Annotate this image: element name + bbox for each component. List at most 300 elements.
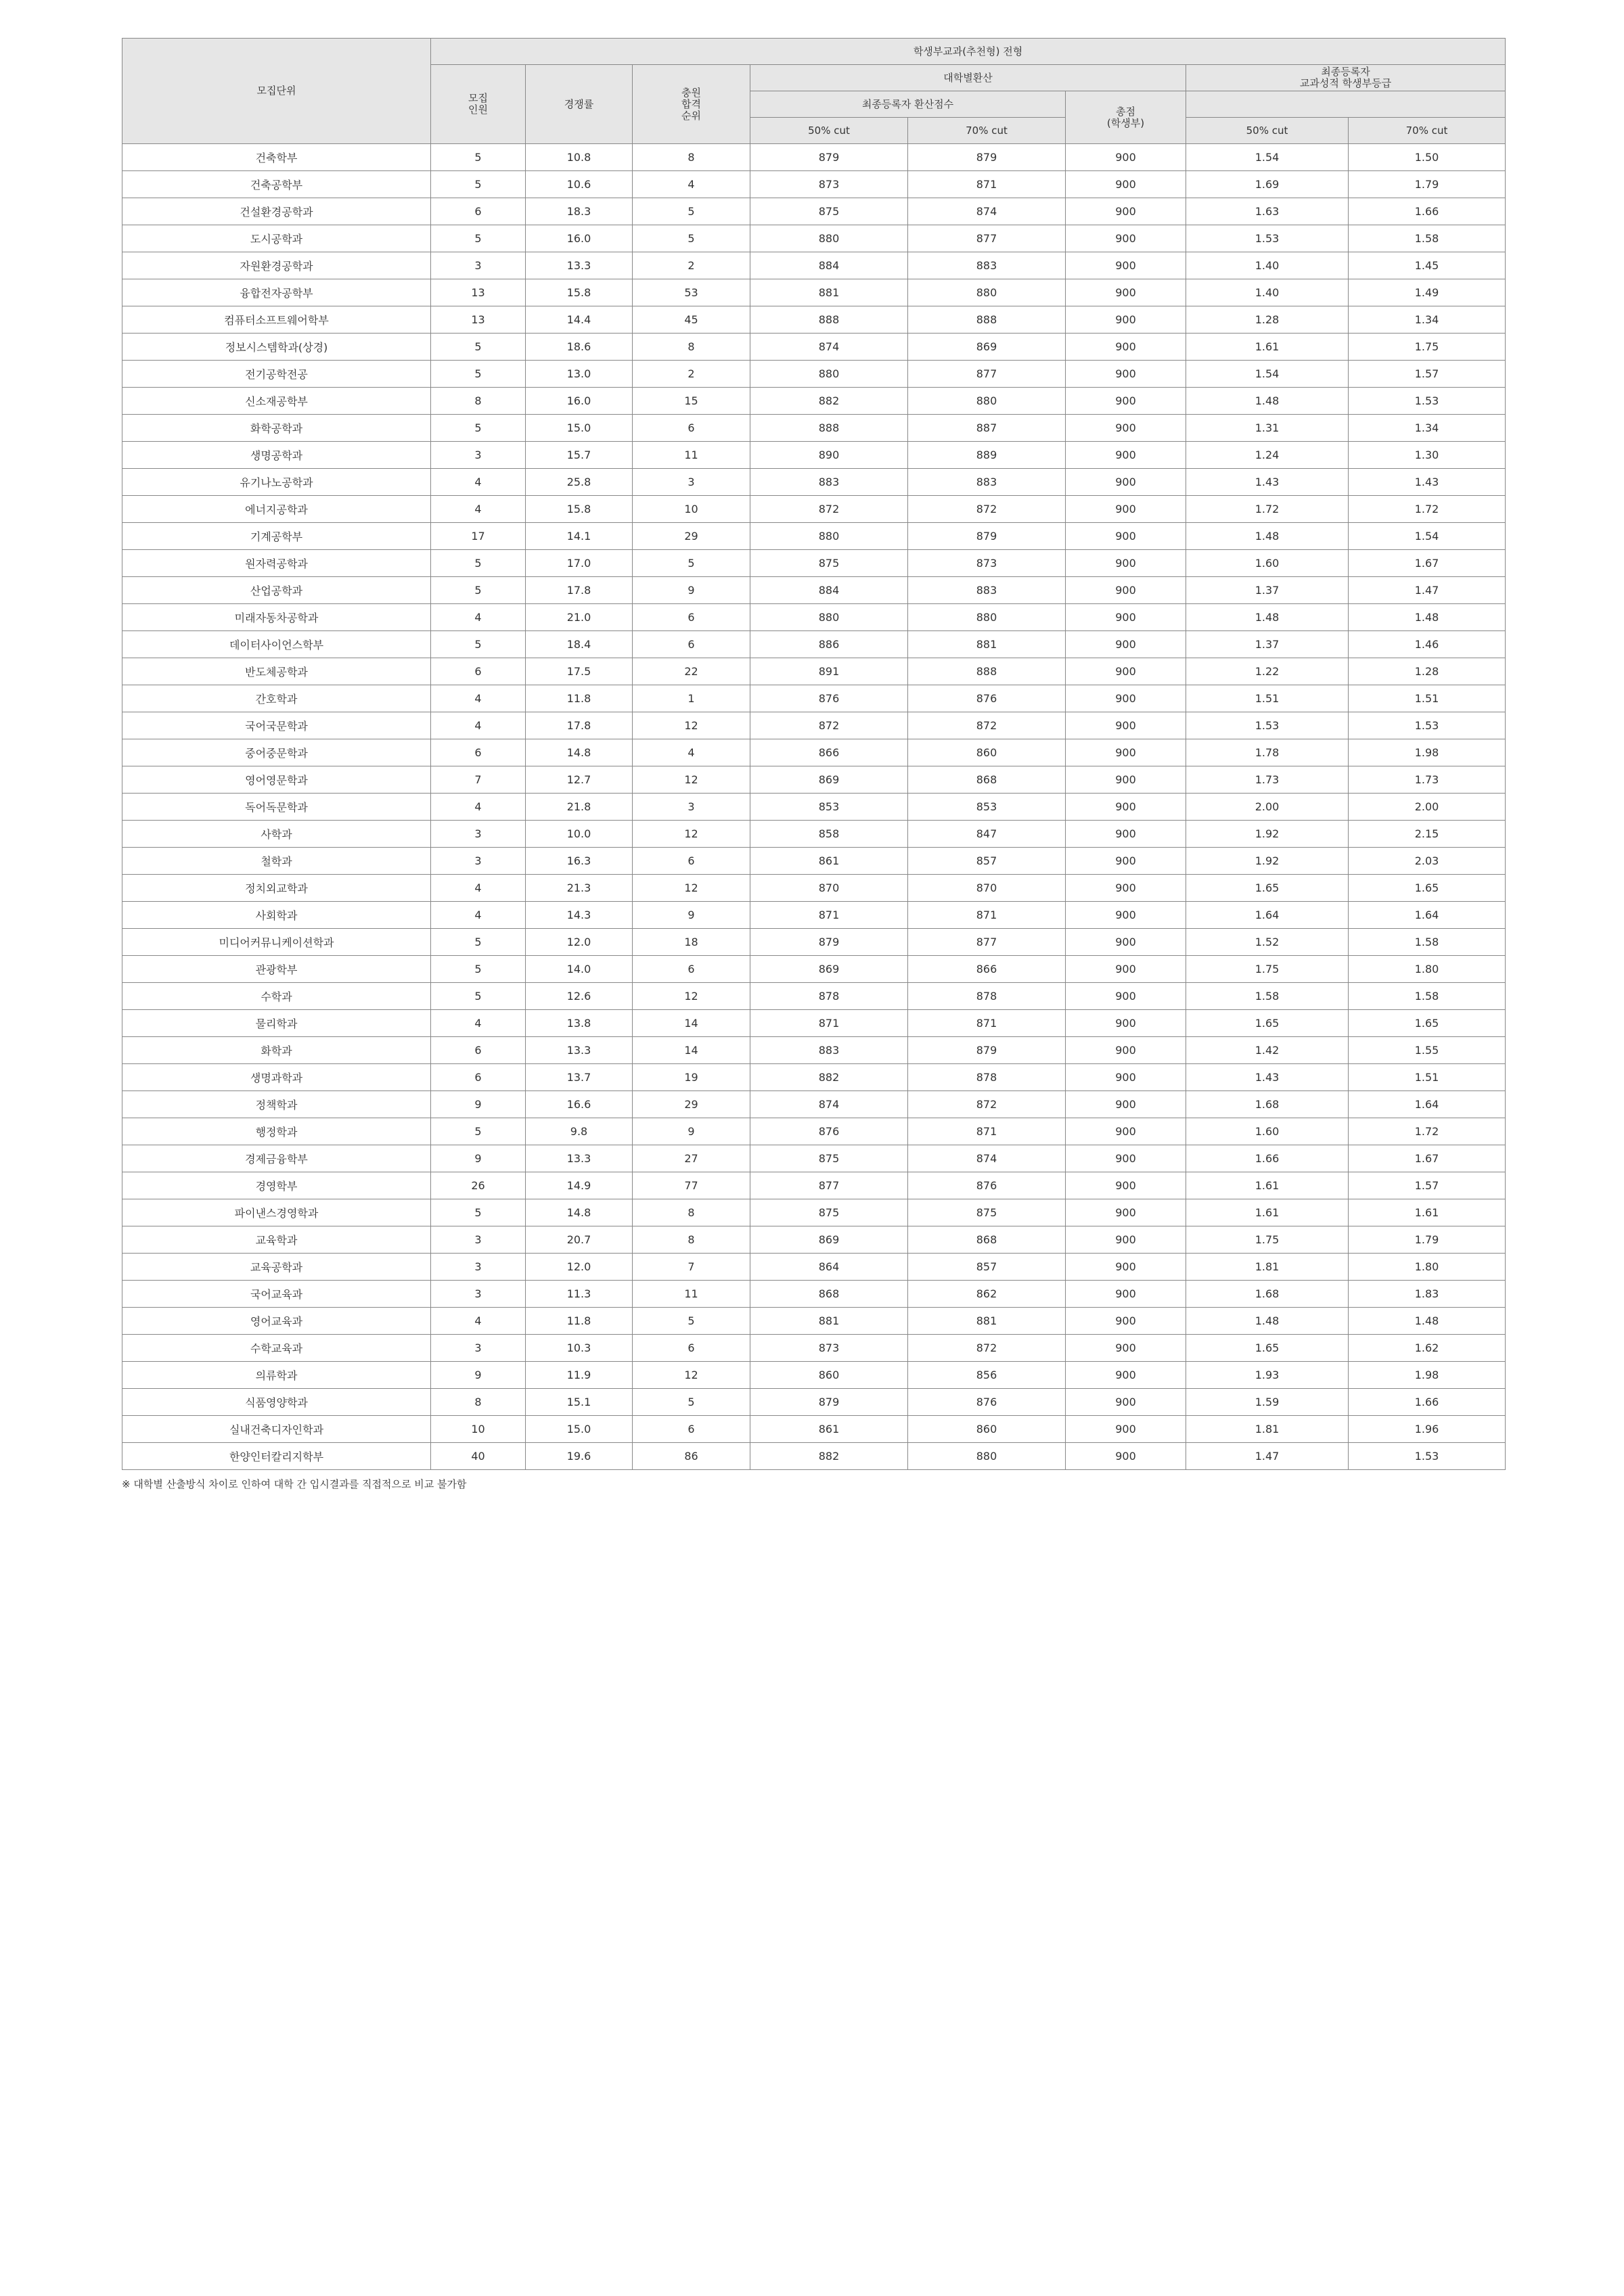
grade-cut50-cell: 1.47 bbox=[1186, 1443, 1349, 1470]
grade-cut70-cell: 1.66 bbox=[1349, 198, 1506, 225]
quota-cell: 4 bbox=[431, 1308, 526, 1335]
score-cut70-cell: 880 bbox=[908, 279, 1066, 306]
unit-name-cell: 생명과학과 bbox=[122, 1064, 431, 1091]
table-row bbox=[122, 1010, 1506, 1037]
grade-cut50-cell: 1.37 bbox=[1186, 577, 1349, 604]
grade-cut50-cell: 1.65 bbox=[1186, 875, 1349, 902]
score-cut50-cell: 886 bbox=[750, 631, 908, 658]
score-cut70-cell: 872 bbox=[908, 1091, 1066, 1118]
grade-cut70-cell: 1.62 bbox=[1349, 1335, 1506, 1362]
total-cell: 900 bbox=[1066, 658, 1186, 685]
unit-name-cell: 정책학과 bbox=[122, 1091, 431, 1118]
grade-cut50-cell: 1.81 bbox=[1186, 1254, 1349, 1281]
quota-cell: 6 bbox=[431, 1037, 526, 1064]
grade-cut70-cell: 1.80 bbox=[1349, 956, 1506, 983]
score-cut70-cell: 869 bbox=[908, 334, 1066, 361]
additional-rank-cell: 9 bbox=[633, 1118, 750, 1145]
grade-cut70-cell: 2.03 bbox=[1349, 848, 1506, 875]
table-row bbox=[122, 1254, 1506, 1281]
additional-rank-cell: 5 bbox=[633, 1308, 750, 1335]
unit-name-cell: 융합전자공학부 bbox=[122, 279, 431, 306]
competition-cell: 17.8 bbox=[526, 712, 633, 739]
grade-cut70-cell: 1.50 bbox=[1349, 144, 1506, 171]
score-cut70-cell: 877 bbox=[908, 361, 1066, 388]
table-row bbox=[122, 1362, 1506, 1389]
grade-cut70-cell: 1.28 bbox=[1349, 658, 1506, 685]
total-cell: 900 bbox=[1066, 739, 1186, 766]
grade-cut70-cell: 1.58 bbox=[1349, 225, 1506, 252]
competition-cell: 15.8 bbox=[526, 279, 633, 306]
header-unit: 모집단위 bbox=[122, 39, 431, 144]
quota-cell: 8 bbox=[431, 388, 526, 415]
additional-rank-cell: 5 bbox=[633, 550, 750, 577]
total-cell: 900 bbox=[1066, 1199, 1186, 1226]
quota-cell: 5 bbox=[431, 334, 526, 361]
unit-name-cell: 화학과 bbox=[122, 1037, 431, 1064]
competition-cell: 15.8 bbox=[526, 496, 633, 523]
grade-cut50-cell: 1.53 bbox=[1186, 225, 1349, 252]
score-cut70-cell: 872 bbox=[908, 712, 1066, 739]
grade-cut50-cell: 1.37 bbox=[1186, 631, 1349, 658]
score-cut70-cell: 881 bbox=[908, 631, 1066, 658]
grade-cut70-cell: 1.98 bbox=[1349, 1362, 1506, 1389]
additional-rank-cell: 1 bbox=[633, 685, 750, 712]
header-competition: 경쟁률 bbox=[526, 65, 633, 144]
quota-cell: 9 bbox=[431, 1091, 526, 1118]
grade-cut50-cell: 1.72 bbox=[1186, 496, 1349, 523]
score-cut50-cell: 881 bbox=[750, 1308, 908, 1335]
score-cut50-cell: 869 bbox=[750, 766, 908, 794]
competition-cell: 13.3 bbox=[526, 1145, 633, 1172]
unit-name-cell: 생명공학과 bbox=[122, 442, 431, 469]
competition-cell: 17.5 bbox=[526, 658, 633, 685]
additional-rank-cell: 19 bbox=[633, 1064, 750, 1091]
unit-name-cell: 수학교육과 bbox=[122, 1335, 431, 1362]
unit-name-cell: 교육공학과 bbox=[122, 1254, 431, 1281]
grade-cut70-cell: 1.64 bbox=[1349, 902, 1506, 929]
table-row bbox=[122, 766, 1506, 794]
additional-rank-cell: 12 bbox=[633, 766, 750, 794]
score-cut50-cell: 872 bbox=[750, 712, 908, 739]
competition-cell: 14.1 bbox=[526, 523, 633, 550]
quota-cell: 17 bbox=[431, 523, 526, 550]
table-row bbox=[122, 144, 1506, 171]
total-cell: 900 bbox=[1066, 415, 1186, 442]
additional-rank-cell: 27 bbox=[633, 1145, 750, 1172]
unit-name-cell: 의류학과 bbox=[122, 1362, 431, 1389]
score-cut50-cell: 874 bbox=[750, 334, 908, 361]
total-cell: 900 bbox=[1066, 442, 1186, 469]
unit-name-cell: 사회학과 bbox=[122, 902, 431, 929]
grade-cut70-cell: 1.66 bbox=[1349, 1389, 1506, 1416]
grade-cut70-cell: 1.51 bbox=[1349, 685, 1506, 712]
unit-name-cell: 국어국문학과 bbox=[122, 712, 431, 739]
grade-cut50-cell: 1.75 bbox=[1186, 956, 1349, 983]
competition-cell: 16.0 bbox=[526, 388, 633, 415]
header-univ-conversion: 대학별환산 bbox=[750, 65, 1186, 91]
additional-rank-cell: 11 bbox=[633, 1281, 750, 1308]
score-cut50-cell: 891 bbox=[750, 658, 908, 685]
score-cut70-cell: 880 bbox=[908, 388, 1066, 415]
quota-cell: 5 bbox=[431, 983, 526, 1010]
score-cut50-cell: 875 bbox=[750, 550, 908, 577]
header-score-cut50: 50% cut bbox=[750, 118, 908, 144]
grade-cut50-cell: 1.60 bbox=[1186, 1118, 1349, 1145]
table-row bbox=[122, 523, 1506, 550]
grade-cut50-cell: 1.65 bbox=[1186, 1010, 1349, 1037]
competition-cell: 11.8 bbox=[526, 1308, 633, 1335]
grade-cut70-cell: 1.80 bbox=[1349, 1254, 1506, 1281]
additional-rank-cell: 6 bbox=[633, 415, 750, 442]
total-cell: 900 bbox=[1066, 902, 1186, 929]
score-cut70-cell: 883 bbox=[908, 577, 1066, 604]
grade-cut70-cell: 1.65 bbox=[1349, 875, 1506, 902]
grade-cut50-cell: 1.78 bbox=[1186, 739, 1349, 766]
additional-rank-cell: 6 bbox=[633, 956, 750, 983]
quota-cell: 3 bbox=[431, 821, 526, 848]
score-cut70-cell: 888 bbox=[908, 658, 1066, 685]
grade-cut70-cell: 1.98 bbox=[1349, 739, 1506, 766]
score-cut70-cell: 881 bbox=[908, 1308, 1066, 1335]
total-cell: 900 bbox=[1066, 1145, 1186, 1172]
additional-rank-cell: 22 bbox=[633, 658, 750, 685]
grade-cut70-cell: 1.67 bbox=[1349, 550, 1506, 577]
score-cut70-cell: 866 bbox=[908, 956, 1066, 983]
grade-cut50-cell: 1.40 bbox=[1186, 252, 1349, 279]
additional-rank-cell: 14 bbox=[633, 1010, 750, 1037]
additional-rank-cell: 86 bbox=[633, 1443, 750, 1470]
table-row bbox=[122, 1416, 1506, 1443]
score-cut70-cell: 871 bbox=[908, 1118, 1066, 1145]
unit-name-cell: 신소재공학부 bbox=[122, 388, 431, 415]
total-cell: 900 bbox=[1066, 1416, 1186, 1443]
competition-cell: 16.0 bbox=[526, 225, 633, 252]
competition-cell: 18.3 bbox=[526, 198, 633, 225]
additional-rank-cell: 12 bbox=[633, 983, 750, 1010]
header-score-cut70: 70% cut bbox=[908, 118, 1066, 144]
quota-cell: 4 bbox=[431, 712, 526, 739]
grade-cut70-cell: 1.96 bbox=[1349, 1416, 1506, 1443]
header-quota: 모집 인원 bbox=[431, 65, 526, 144]
score-cut50-cell: 876 bbox=[750, 685, 908, 712]
additional-rank-cell: 12 bbox=[633, 875, 750, 902]
additional-rank-cell: 8 bbox=[633, 1199, 750, 1226]
quota-cell: 6 bbox=[431, 658, 526, 685]
score-cut70-cell: 872 bbox=[908, 496, 1066, 523]
quota-cell: 4 bbox=[431, 902, 526, 929]
competition-cell: 9.8 bbox=[526, 1118, 633, 1145]
table-row bbox=[122, 1172, 1506, 1199]
header-grade-cut70: 70% cut bbox=[1349, 118, 1506, 144]
unit-name-cell: 유기나노공학과 bbox=[122, 469, 431, 496]
score-cut70-cell: 887 bbox=[908, 415, 1066, 442]
total-cell: 900 bbox=[1066, 685, 1186, 712]
total-cell: 900 bbox=[1066, 794, 1186, 821]
total-cell: 900 bbox=[1066, 875, 1186, 902]
total-cell: 900 bbox=[1066, 1335, 1186, 1362]
competition-cell: 13.7 bbox=[526, 1064, 633, 1091]
additional-rank-cell: 29 bbox=[633, 1091, 750, 1118]
additional-rank-cell: 12 bbox=[633, 712, 750, 739]
additional-rank-cell: 6 bbox=[633, 631, 750, 658]
competition-cell: 12.0 bbox=[526, 1254, 633, 1281]
grade-cut50-cell: 1.58 bbox=[1186, 983, 1349, 1010]
unit-name-cell: 산업공학과 bbox=[122, 577, 431, 604]
unit-name-cell: 수학과 bbox=[122, 983, 431, 1010]
additional-rank-cell: 53 bbox=[633, 279, 750, 306]
additional-rank-cell: 2 bbox=[633, 361, 750, 388]
grade-cut70-cell: 1.43 bbox=[1349, 469, 1506, 496]
competition-cell: 11.8 bbox=[526, 685, 633, 712]
table-row bbox=[122, 361, 1506, 388]
grade-cut50-cell: 1.59 bbox=[1186, 1389, 1349, 1416]
grade-cut50-cell: 1.93 bbox=[1186, 1362, 1349, 1389]
additional-rank-cell: 5 bbox=[633, 198, 750, 225]
score-cut50-cell: 879 bbox=[750, 144, 908, 171]
additional-rank-cell: 10 bbox=[633, 496, 750, 523]
score-cut50-cell: 853 bbox=[750, 794, 908, 821]
unit-name-cell: 물리학과 bbox=[122, 1010, 431, 1037]
score-cut70-cell: 883 bbox=[908, 469, 1066, 496]
total-cell: 900 bbox=[1066, 361, 1186, 388]
additional-rank-cell: 9 bbox=[633, 577, 750, 604]
additional-rank-cell: 7 bbox=[633, 1254, 750, 1281]
grade-cut50-cell: 1.73 bbox=[1186, 766, 1349, 794]
unit-name-cell: 국어교육과 bbox=[122, 1281, 431, 1308]
unit-name-cell: 반도체공학과 bbox=[122, 658, 431, 685]
score-cut50-cell: 871 bbox=[750, 1010, 908, 1037]
table-row bbox=[122, 1389, 1506, 1416]
grade-cut50-cell: 1.48 bbox=[1186, 604, 1349, 631]
total-cell: 900 bbox=[1066, 604, 1186, 631]
grade-cut50-cell: 1.40 bbox=[1186, 279, 1349, 306]
competition-cell: 20.7 bbox=[526, 1226, 633, 1254]
quota-cell: 5 bbox=[431, 550, 526, 577]
competition-cell: 13.0 bbox=[526, 361, 633, 388]
additional-rank-cell: 6 bbox=[633, 1335, 750, 1362]
additional-rank-cell: 45 bbox=[633, 306, 750, 334]
grade-cut50-cell: 1.24 bbox=[1186, 442, 1349, 469]
additional-rank-cell: 4 bbox=[633, 171, 750, 198]
score-cut70-cell: 868 bbox=[908, 1226, 1066, 1254]
table-header bbox=[122, 39, 1506, 144]
table-row bbox=[122, 388, 1506, 415]
additional-rank-cell: 5 bbox=[633, 1389, 750, 1416]
additional-rank-cell: 8 bbox=[633, 334, 750, 361]
quota-cell: 40 bbox=[431, 1443, 526, 1470]
unit-name-cell: 영어영문학과 bbox=[122, 766, 431, 794]
unit-name-cell: 에너지공학과 bbox=[122, 496, 431, 523]
grade-cut70-cell: 1.46 bbox=[1349, 631, 1506, 658]
competition-cell: 12.0 bbox=[526, 929, 633, 956]
total-cell: 900 bbox=[1066, 1037, 1186, 1064]
grade-cut50-cell: 1.53 bbox=[1186, 712, 1349, 739]
score-cut70-cell: 880 bbox=[908, 1443, 1066, 1470]
total-cell: 900 bbox=[1066, 1281, 1186, 1308]
quota-cell: 3 bbox=[431, 1281, 526, 1308]
score-cut50-cell: 877 bbox=[750, 1172, 908, 1199]
score-cut50-cell: 880 bbox=[750, 361, 908, 388]
grade-cut70-cell: 1.67 bbox=[1349, 1145, 1506, 1172]
grade-cut70-cell: 1.34 bbox=[1349, 415, 1506, 442]
unit-name-cell: 전기공학전공 bbox=[122, 361, 431, 388]
grade-cut70-cell: 1.53 bbox=[1349, 1443, 1506, 1470]
additional-rank-cell: 18 bbox=[633, 929, 750, 956]
grade-cut50-cell: 1.28 bbox=[1186, 306, 1349, 334]
quota-cell: 5 bbox=[431, 929, 526, 956]
score-cut50-cell: 864 bbox=[750, 1254, 908, 1281]
competition-cell: 14.9 bbox=[526, 1172, 633, 1199]
score-cut50-cell: 870 bbox=[750, 875, 908, 902]
table-row bbox=[122, 821, 1506, 848]
quota-cell: 13 bbox=[431, 306, 526, 334]
grade-cut50-cell: 1.64 bbox=[1186, 902, 1349, 929]
grade-cut70-cell: 2.00 bbox=[1349, 794, 1506, 821]
competition-cell: 13.3 bbox=[526, 1037, 633, 1064]
quota-cell: 6 bbox=[431, 1064, 526, 1091]
score-cut70-cell: 883 bbox=[908, 252, 1066, 279]
page-content bbox=[122, 38, 1505, 1491]
header-final-registrant-score: 최종등록자 환산점수 bbox=[750, 91, 1066, 118]
score-cut70-cell: 872 bbox=[908, 1335, 1066, 1362]
score-cut70-cell: 878 bbox=[908, 983, 1066, 1010]
score-cut50-cell: 882 bbox=[750, 388, 908, 415]
additional-rank-cell: 8 bbox=[633, 1226, 750, 1254]
grade-cut50-cell: 1.68 bbox=[1186, 1281, 1349, 1308]
total-cell: 900 bbox=[1066, 1091, 1186, 1118]
additional-rank-cell: 5 bbox=[633, 225, 750, 252]
quota-cell: 3 bbox=[431, 442, 526, 469]
total-cell: 900 bbox=[1066, 252, 1186, 279]
table-row bbox=[122, 739, 1506, 766]
unit-name-cell: 교육학과 bbox=[122, 1226, 431, 1254]
unit-name-cell: 독어독문학과 bbox=[122, 794, 431, 821]
score-cut70-cell: 871 bbox=[908, 171, 1066, 198]
score-cut70-cell: 868 bbox=[908, 766, 1066, 794]
unit-name-cell: 식품영양학과 bbox=[122, 1389, 431, 1416]
score-cut70-cell: 847 bbox=[908, 821, 1066, 848]
score-cut50-cell: 884 bbox=[750, 252, 908, 279]
table-row bbox=[122, 469, 1506, 496]
quota-cell: 5 bbox=[431, 1118, 526, 1145]
quota-cell: 9 bbox=[431, 1145, 526, 1172]
quota-cell: 9 bbox=[431, 1362, 526, 1389]
competition-cell: 16.6 bbox=[526, 1091, 633, 1118]
grade-cut70-cell: 1.83 bbox=[1349, 1281, 1506, 1308]
quota-cell: 5 bbox=[431, 171, 526, 198]
grade-cut50-cell: 1.69 bbox=[1186, 171, 1349, 198]
quota-cell: 3 bbox=[431, 1254, 526, 1281]
competition-cell: 14.4 bbox=[526, 306, 633, 334]
score-cut50-cell: 872 bbox=[750, 496, 908, 523]
grade-cut50-cell: 1.81 bbox=[1186, 1416, 1349, 1443]
grade-cut70-cell: 1.57 bbox=[1349, 361, 1506, 388]
unit-name-cell: 관광학부 bbox=[122, 956, 431, 983]
grade-cut50-cell: 1.65 bbox=[1186, 1335, 1349, 1362]
quota-cell: 6 bbox=[431, 739, 526, 766]
table-row bbox=[122, 956, 1506, 983]
total-cell: 900 bbox=[1066, 956, 1186, 983]
grade-cut70-cell: 1.61 bbox=[1349, 1199, 1506, 1226]
quota-cell: 5 bbox=[431, 144, 526, 171]
competition-cell: 15.1 bbox=[526, 1389, 633, 1416]
footnote: ※ 대학별 산출방식 차이로 인하여 대학 간 입시결과를 직접적으로 비교 불가함 bbox=[122, 1478, 467, 1490]
competition-cell: 10.6 bbox=[526, 171, 633, 198]
total-cell: 900 bbox=[1066, 631, 1186, 658]
total-cell: 900 bbox=[1066, 712, 1186, 739]
competition-cell: 19.6 bbox=[526, 1443, 633, 1470]
grade-cut50-cell: 1.48 bbox=[1186, 1308, 1349, 1335]
score-cut70-cell: 877 bbox=[908, 929, 1066, 956]
grade-cut70-cell: 1.47 bbox=[1349, 577, 1506, 604]
table-row bbox=[122, 685, 1506, 712]
table-row bbox=[122, 1118, 1506, 1145]
grade-cut50-cell: 1.52 bbox=[1186, 929, 1349, 956]
additional-rank-cell: 6 bbox=[633, 604, 750, 631]
unit-name-cell: 정치외교학과 bbox=[122, 875, 431, 902]
score-cut50-cell: 878 bbox=[750, 983, 908, 1010]
unit-name-cell: 미래자동차공학과 bbox=[122, 604, 431, 631]
grade-cut70-cell: 1.58 bbox=[1349, 983, 1506, 1010]
table-row bbox=[122, 1281, 1506, 1308]
grade-cut50-cell: 1.48 bbox=[1186, 388, 1349, 415]
score-cut50-cell: 875 bbox=[750, 1145, 908, 1172]
quota-cell: 4 bbox=[431, 496, 526, 523]
unit-name-cell: 건설환경공학과 bbox=[122, 198, 431, 225]
competition-cell: 13.3 bbox=[526, 252, 633, 279]
score-cut50-cell: 879 bbox=[750, 1389, 908, 1416]
additional-rank-cell: 9 bbox=[633, 902, 750, 929]
additional-rank-cell: 3 bbox=[633, 794, 750, 821]
score-cut50-cell: 875 bbox=[750, 198, 908, 225]
unit-name-cell: 철학과 bbox=[122, 848, 431, 875]
grade-cut50-cell: 1.54 bbox=[1186, 361, 1349, 388]
competition-cell: 11.3 bbox=[526, 1281, 633, 1308]
unit-name-cell: 중어중문학과 bbox=[122, 739, 431, 766]
score-cut50-cell: 876 bbox=[750, 1118, 908, 1145]
table-row bbox=[122, 794, 1506, 821]
total-cell: 900 bbox=[1066, 198, 1186, 225]
quota-cell: 3 bbox=[431, 848, 526, 875]
table-row bbox=[122, 252, 1506, 279]
additional-rank-cell: 3 bbox=[633, 469, 750, 496]
table-row bbox=[122, 1064, 1506, 1091]
table-row bbox=[122, 604, 1506, 631]
grade-cut50-cell: 1.43 bbox=[1186, 469, 1349, 496]
quota-cell: 26 bbox=[431, 1172, 526, 1199]
score-cut70-cell: 871 bbox=[908, 1010, 1066, 1037]
grade-cut50-cell: 1.31 bbox=[1186, 415, 1349, 442]
score-cut70-cell: 860 bbox=[908, 1416, 1066, 1443]
table-row bbox=[122, 1037, 1506, 1064]
score-cut70-cell: 874 bbox=[908, 198, 1066, 225]
score-cut50-cell: 858 bbox=[750, 821, 908, 848]
table-row bbox=[122, 496, 1506, 523]
table-row bbox=[122, 225, 1506, 252]
total-cell: 900 bbox=[1066, 306, 1186, 334]
total-cell: 900 bbox=[1066, 1362, 1186, 1389]
score-cut70-cell: 860 bbox=[908, 739, 1066, 766]
grade-cut70-cell: 1.79 bbox=[1349, 1226, 1506, 1254]
score-cut50-cell: 890 bbox=[750, 442, 908, 469]
total-cell: 900 bbox=[1066, 577, 1186, 604]
header-final-registrant-grade: 최종등록자 교과성적 학생부등급 bbox=[1186, 65, 1506, 91]
score-cut50-cell: 880 bbox=[750, 604, 908, 631]
unit-name-cell: 영어교육과 bbox=[122, 1308, 431, 1335]
grade-cut70-cell: 1.64 bbox=[1349, 1091, 1506, 1118]
quota-cell: 4 bbox=[431, 604, 526, 631]
score-cut70-cell: 874 bbox=[908, 1145, 1066, 1172]
